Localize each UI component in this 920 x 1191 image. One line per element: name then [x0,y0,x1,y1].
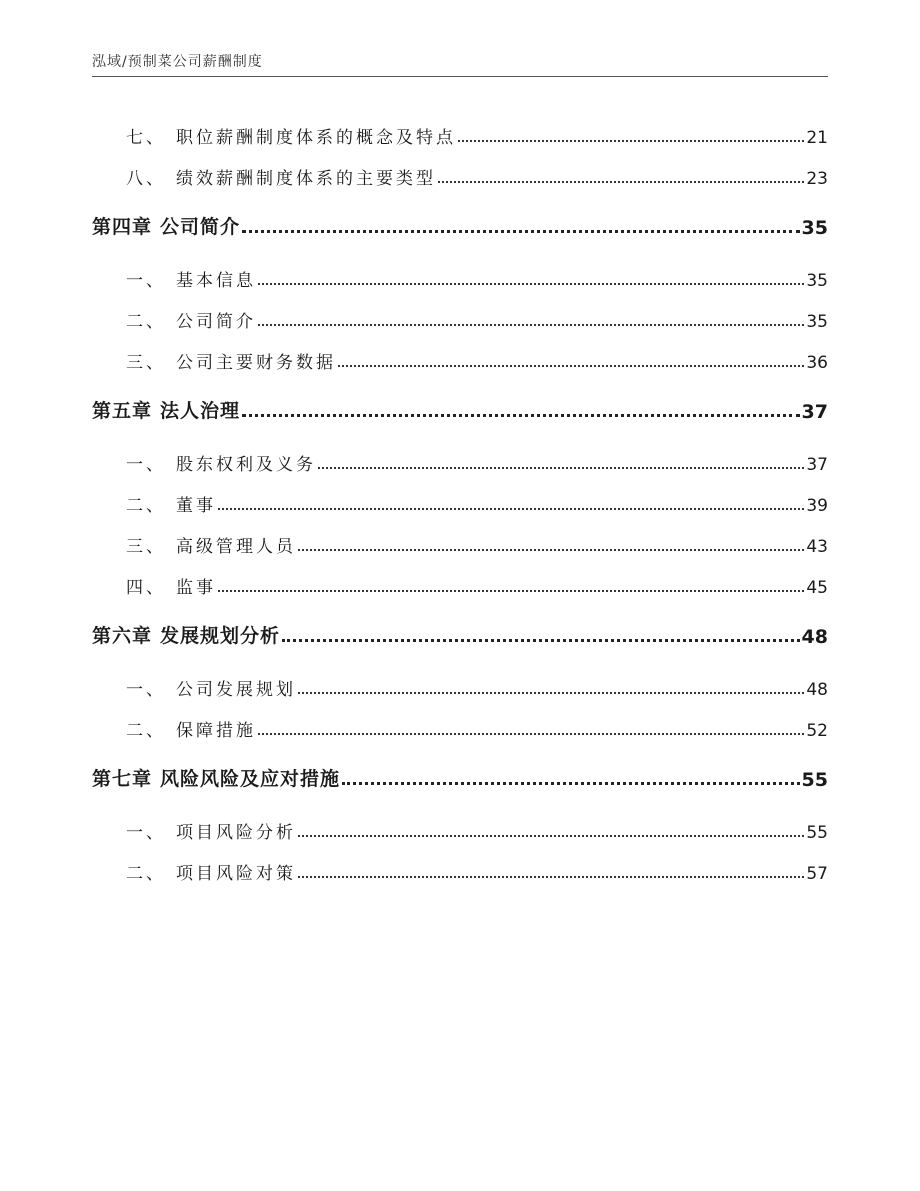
dot-leader [242,414,800,417]
toc-entry-page: 35 [806,271,828,291]
toc-chapter[interactable] [92,620,828,648]
dot-leader [342,782,800,785]
dot-leader [218,590,804,592]
toc-entry[interactable] [92,570,828,598]
toc-entry-number: 四、 [126,578,166,598]
toc-entry-number: 七、 [126,128,166,148]
dot-leader [218,508,804,510]
toc-entry-title: 绩效薪酬制度体系的主要类型 [176,169,436,189]
toc-chapter-number: 第七章 [92,768,153,790]
dot-leader [298,549,804,551]
toc-chapter-page: 55 [801,769,828,791]
toc-entry-number: 三、 [126,537,166,557]
toc-entry-page: 55 [806,823,828,843]
toc-chapter-title: 公司简介 [160,216,241,238]
toc-chapter-title: 发展规划分析 [160,625,281,647]
toc-entry[interactable] [92,672,828,700]
toc-entry-number: 一、 [126,455,166,475]
toc-entry-number: 二、 [126,496,166,516]
toc-chapter[interactable] [92,763,828,791]
toc-entry[interactable] [92,488,828,516]
toc-chapter[interactable] [92,211,828,239]
toc-chapter-number: 第五章 [92,400,153,422]
toc-entry[interactable] [92,263,828,291]
running-header: 泓域/预制菜公司薪酬制度 [92,54,263,70]
toc-entry-number: 一、 [126,823,166,843]
dot-leader [258,324,804,326]
toc-entry-title: 基本信息 [176,271,256,291]
toc-entry-number: 一、 [126,271,166,291]
toc-entry[interactable] [92,529,828,557]
dot-leader [298,876,804,878]
toc-entry-page: 36 [806,353,828,373]
toc-entry-page: 45 [806,578,828,598]
toc-entry-page: 57 [806,864,828,884]
header-divider [92,76,828,77]
toc-entry-page: 48 [806,680,828,700]
toc-entry[interactable] [92,345,828,373]
toc-entry-page: 35 [806,312,828,332]
toc-chapter-title: 风险风险及应对措施 [160,768,341,790]
toc-entry[interactable] [92,120,828,148]
toc-chapter-page: 37 [801,401,828,423]
toc-entry-number: 八、 [126,169,166,189]
dot-leader [458,140,804,142]
toc-entry-title: 公司发展规划 [176,680,296,700]
toc-entry-page: 23 [806,169,828,189]
toc-entry-number: 二、 [126,721,166,741]
dot-leader [298,692,804,694]
toc-chapter-title: 法人治理 [160,400,241,422]
toc-chapter[interactable] [92,395,828,423]
toc-entry[interactable] [92,304,828,332]
toc-entry-number: 一、 [126,680,166,700]
toc-entry-page: 39 [806,496,828,516]
toc-chapter-number: 第四章 [92,216,153,238]
toc-entry-number: 三、 [126,353,166,373]
toc-entry-title: 职位薪酬制度体系的概念及特点 [176,128,456,148]
toc-entry[interactable] [92,447,828,475]
toc-entry-page: 43 [806,537,828,557]
toc-entry-title: 保障措施 [176,721,256,741]
dot-leader [298,835,804,837]
toc-entry-title: 公司简介 [176,312,256,332]
toc-entry-title: 项目风险对策 [176,864,296,884]
toc-entry-title: 董事 [176,496,216,516]
toc-entry-page: 21 [806,128,828,148]
toc-entry-title: 公司主要财务数据 [176,353,336,373]
toc-entry[interactable] [92,713,828,741]
toc-entry-page: 52 [806,721,828,741]
toc-entry-title: 股东权利及义务 [176,455,316,475]
dot-leader [258,283,804,285]
dot-leader [318,467,804,469]
toc-entry-title: 高级管理人员 [176,537,296,557]
toc-entry[interactable] [92,815,828,843]
toc-entry-number: 二、 [126,312,166,332]
toc-entry-number: 二、 [126,864,166,884]
toc-entry[interactable] [92,856,828,884]
toc-entry[interactable] [92,161,828,189]
toc-chapter-number: 第六章 [92,625,153,647]
toc-entry-title: 监事 [176,578,216,598]
dot-leader [282,639,800,642]
toc-entry-page: 37 [806,455,828,475]
dot-leader [242,230,800,233]
dot-leader [258,733,804,735]
dot-leader [338,365,804,367]
dot-leader [438,181,804,183]
toc-chapter-page: 48 [801,626,828,648]
toc-chapter-page: 35 [801,217,828,239]
toc-entry-title: 项目风险分析 [176,823,296,843]
